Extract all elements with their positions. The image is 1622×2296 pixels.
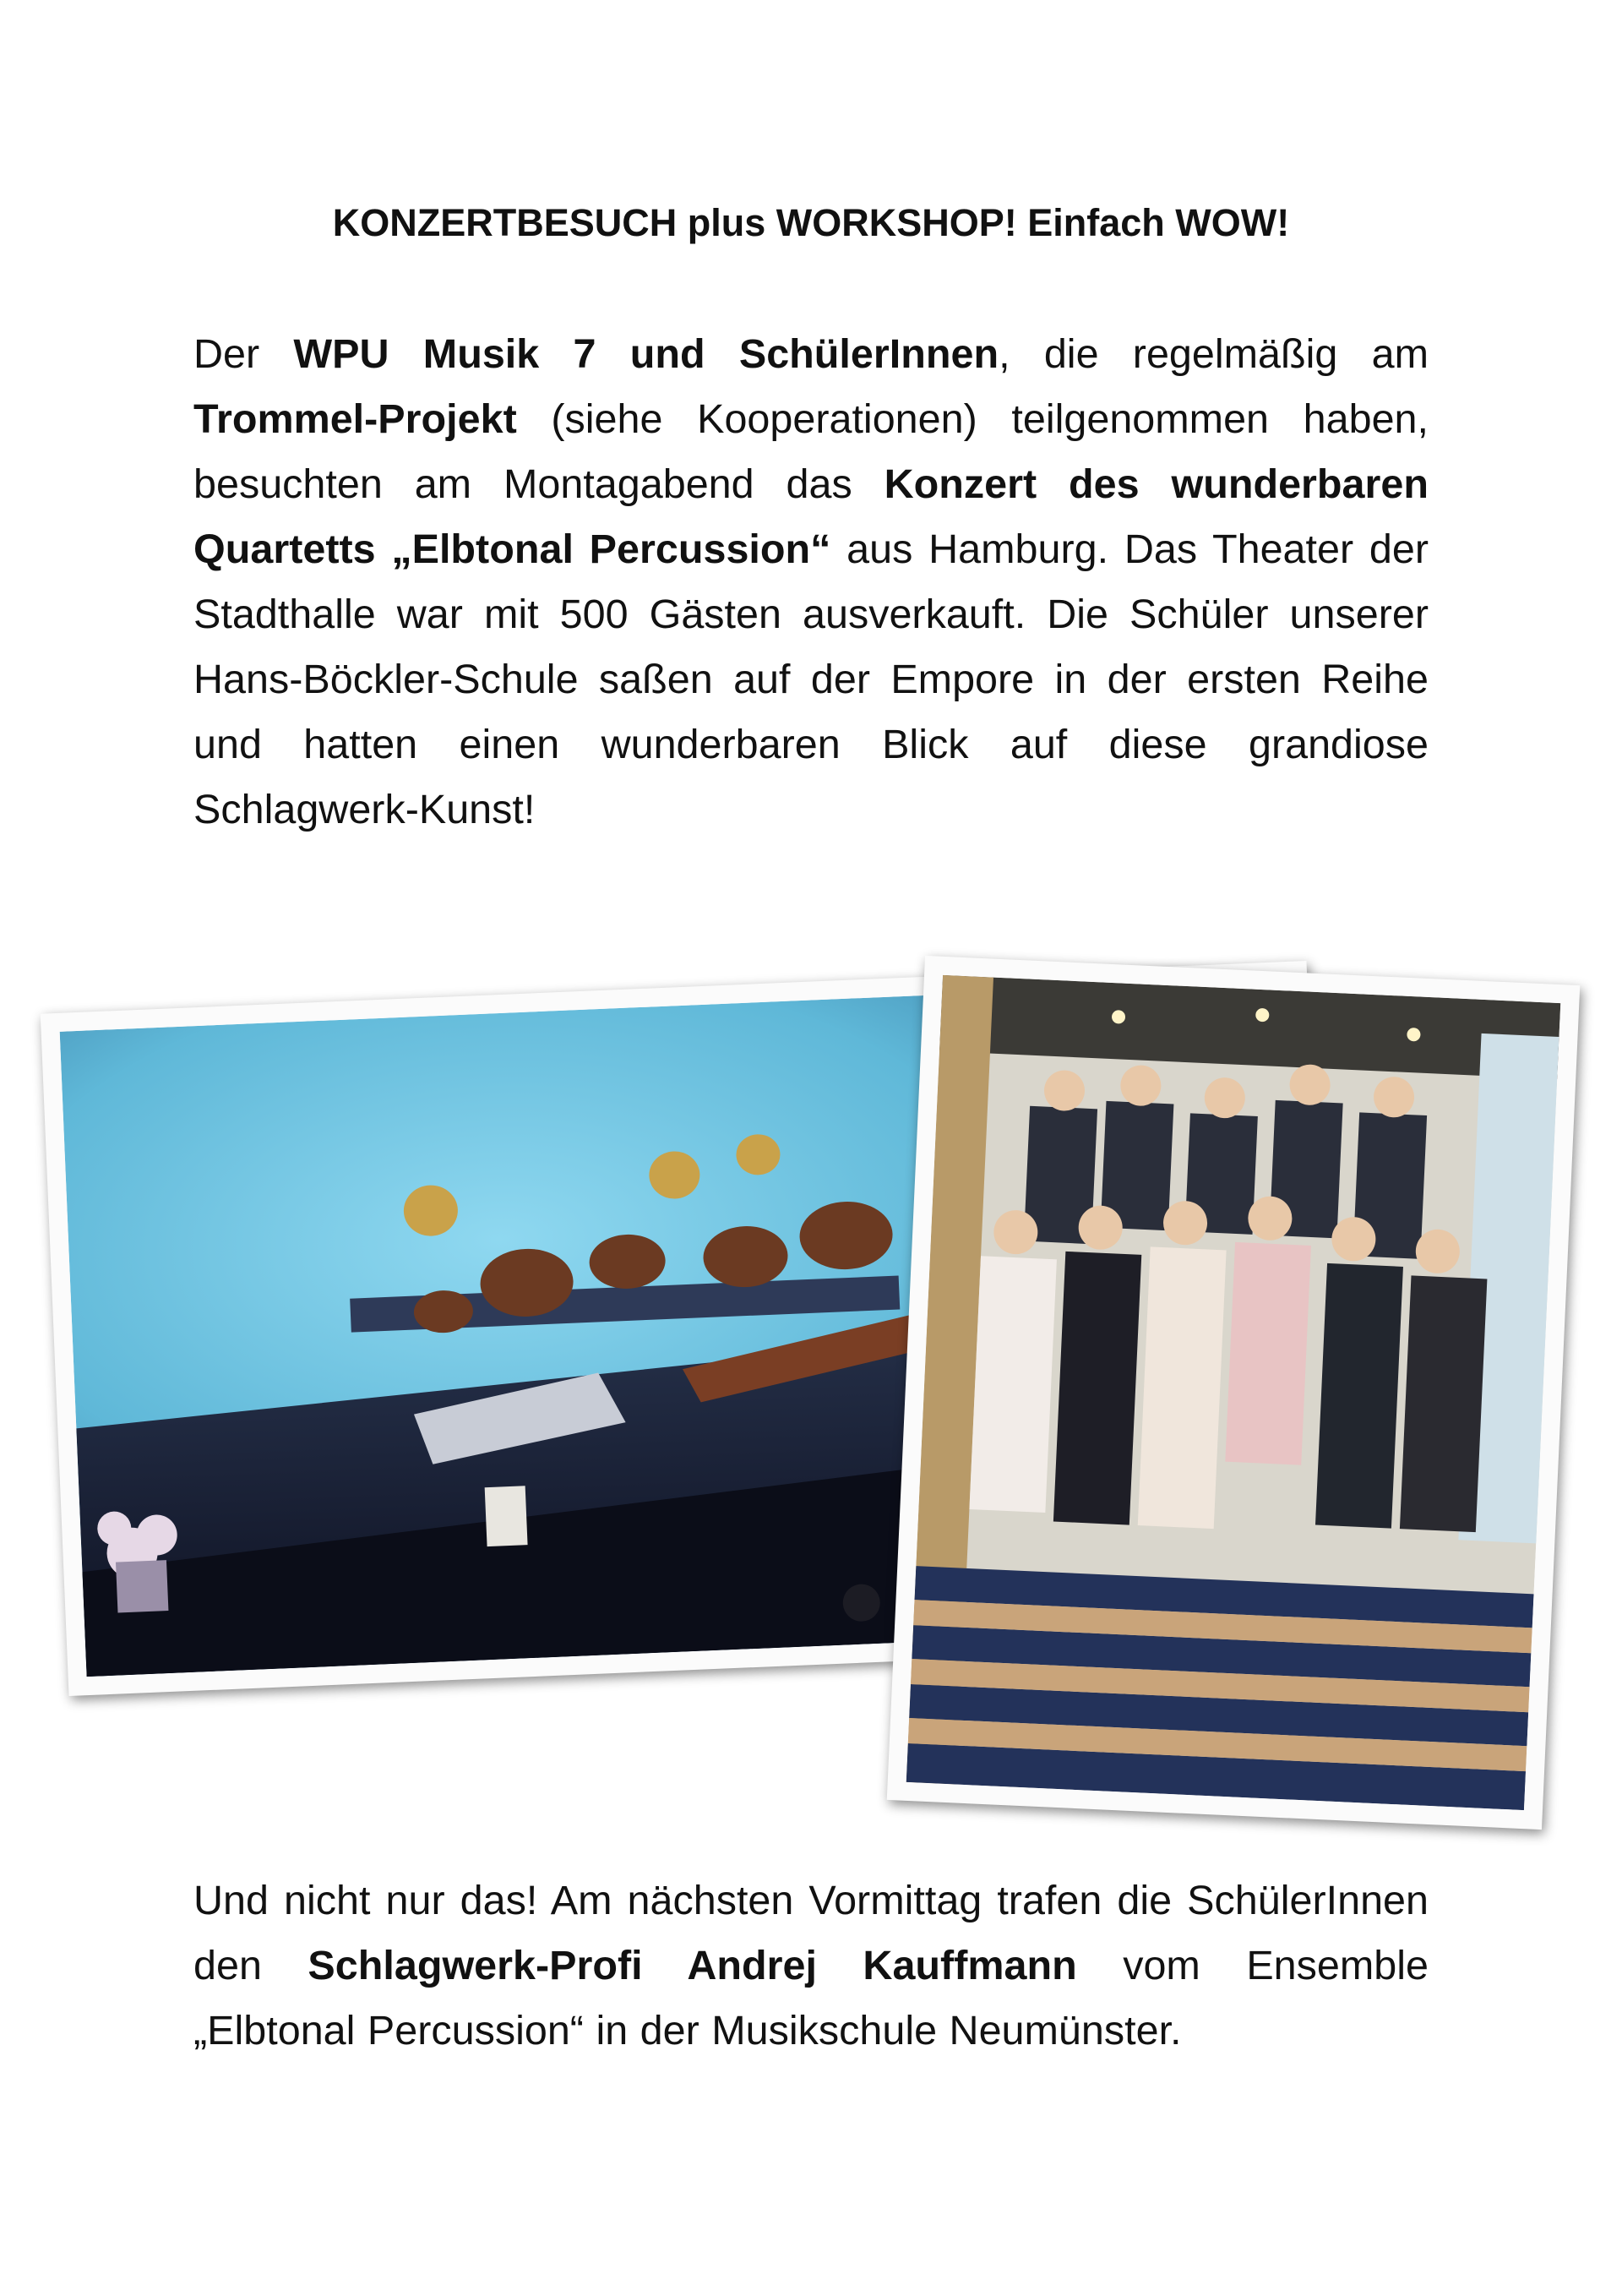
paragraph-workshop bbox=[193, 1868, 1429, 2064]
group-photo-image bbox=[906, 975, 1561, 1810]
group-photo bbox=[887, 956, 1581, 1830]
text-run: , die regelmäßig am bbox=[999, 331, 1429, 377]
text-run: (siehe Kooperationen) teilgenommen haben, besuchten am Montagabend das bbox=[193, 396, 1429, 507]
bold-text-run: Konzert des wunderbaren Quartetts „Elbtonal Percussion“ bbox=[193, 461, 1429, 572]
bold-text-run: Trommel-Projekt bbox=[193, 396, 517, 442]
paragraph-concert bbox=[193, 322, 1429, 843]
text-run: Und nicht nur das! Am nächsten Vormittag trafen die SchülerInnen den bbox=[193, 1878, 1429, 1988]
text-run: aus Hamburg. Das Theater der Stadthalle war mit 500 Gästen ausverkauft. Die Schüler unserer Hans-Böckler-Schule saßen auf der Empore in der ersten Reihe und hatten einen wunderbaren Blick auf diese grandiose Schlagwerk-Kunst! bbox=[193, 526, 1429, 832]
page-title: KONZERTBESUCH plus WORKSHOP! Einfach WOW! bbox=[332, 201, 1290, 244]
bold-text-run: WPU Musik 7 und SchülerInnen bbox=[293, 331, 999, 377]
text-run: Der bbox=[193, 331, 294, 377]
text-run: vom Ensemble „Elbtonal Percussion“ in der Musikschule Neumünster. bbox=[193, 1943, 1429, 2053]
bold-text-run: Schlagwerk-Profi Andrej Kauffmann bbox=[308, 1943, 1077, 1988]
